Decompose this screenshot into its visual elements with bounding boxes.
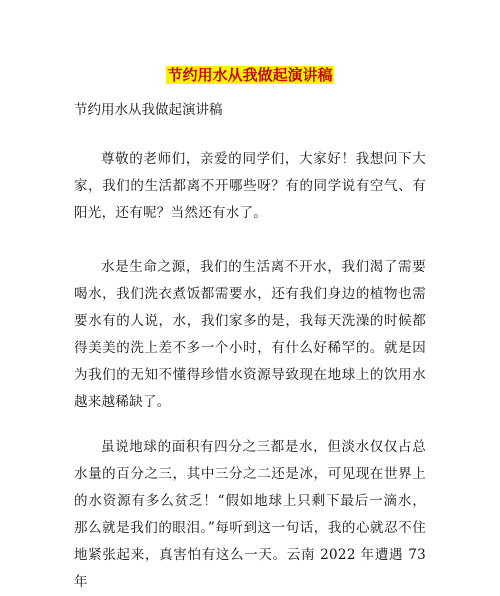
paragraph-2 [74, 254, 426, 416]
document-title-text: 节约用水从我做起演讲稿 [167, 66, 333, 84]
paragraph-3 [74, 434, 426, 596]
document-title [0, 64, 500, 86]
paragraph-text: 虽说地球的面积有四分之三都是水，但淡水仅仅占总水量的百分之三，其中三分之二还是冰，可见现在世界上的水资源有多么贫乏！“假如地球上只剩下最后一滴水，那么就是我们的眼泪。”每听到这一句话，我的心就忍不住地紧张起来，真害怕有这么一天。云南 2022 年遭遇 73 年 [74, 439, 426, 590]
paragraph-text: 水是生命之源，我们的生活离不开水，我们渴了需要喝水，我们洗衣煮饭都需要水，还有我们身边的植物也需要水有的人说，水，我们家多的是，我每天洗澡的时候都得美美的洗上差不多一个小时，有什么好稀罕的。就是因为我们的无知不懂得珍惜水资源导致现在地球上的饮用水越来越稀缺了。 [74, 259, 426, 410]
paragraph-text: 尊敬的老师们，亲爱的同学们，大家好！我想问下大家，我们的生活都离不开哪些呀？有的同学说有空气、有阳光，还有呢？当然还有水了。 [74, 151, 426, 221]
document-subtitle: 节约用水从我做起演讲稿 [74, 102, 223, 118]
paragraph-1 [74, 146, 426, 227]
